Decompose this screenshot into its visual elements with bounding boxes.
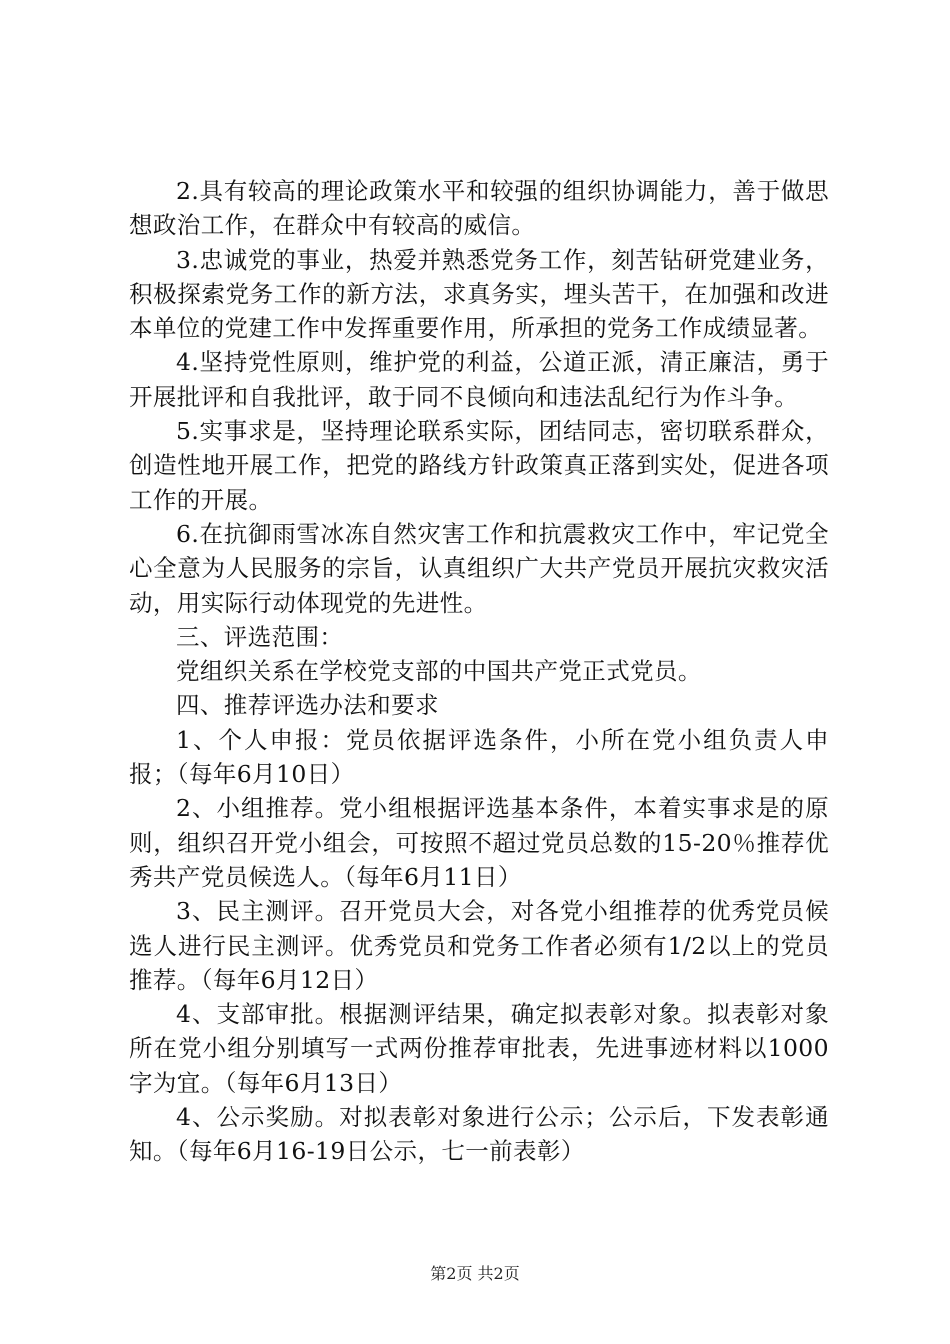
criterion-6-paragraph: 6.在抗御雨雪冰冻自然灾害工作和抗震救灾工作中，牢记党全心全意为人民服务的宗旨，认真组织广大共产党员开展抗灾救灾活动，用实际行动体现党的先进性。 xyxy=(129,519,829,617)
criterion-2-paragraph: 2.具有较高的理论政策水平和较强的组织协调能力，善于做思想政治工作，在群众中有较高的威信。 xyxy=(129,177,829,240)
scope-paragraph: 党组织关系在学校党支部的中国共产党正式党员。 xyxy=(176,657,702,686)
method-step-3-paragraph: 3、民主测评。召开党员大会，对各党小组推荐的优秀党员候选人进行民主测评。优秀党员和党务工作者必须有1/2以上的党员推荐。（每年6月12日） xyxy=(129,897,829,994)
criterion-4-paragraph: 4.坚持党性原则，维护党的利益，公道正派，清正廉洁，勇于开展批评和自我批评，敢于同不良倾向和违法乱纪行为作斗争。 xyxy=(129,348,829,411)
section-heading-methods: 四、推荐评选办法和要求 xyxy=(176,691,439,720)
criterion-5-paragraph: 5.实事求是，坚持理论联系实际，团结同志，密切联系群众，创造性地开展工作，把党的路线方针政策真正落到实处，促进各项工作的开展。 xyxy=(129,417,829,514)
document-body xyxy=(129,174,829,1169)
method-step-5-paragraph: 4、公示奖励。对拟表彰对象进行公示；公示后，下发表彰通知。（每年6月16-19日公示，七一前表彰） xyxy=(129,1103,829,1166)
method-step-1-paragraph: 1、个人申报：党员依据评选条件，小所在党小组负责人申报；（每年6月10日） xyxy=(129,725,829,789)
criterion-3-paragraph: 3.忠诚党的事业，热爱并熟悉党务工作，刻苦钻研党建业务，积极探索党务工作的新方法，求真务实，埋头苦干，在加强和改进本单位的党建工作中发挥重要作用，所承担的党务工作成绩显著。 xyxy=(129,245,829,343)
section-heading-scope: 三、评选范围： xyxy=(176,622,344,651)
page-number-footer: 第2页 共2页 xyxy=(430,1264,520,1283)
method-step-4-paragraph: 4、支部审批。根据测评结果，确定拟表彰对象。拟表彰对象所在党小组分别填写一式两份推荐审批表，先进事迹材料以1000字为宜。（每年6月13日） xyxy=(129,1000,829,1097)
method-step-2-paragraph: 2、小组推荐。党小组根据评选基本条件，本着实事求是的原则，组织召开党小组会，可按照不超过党员总数的15-20％推荐优秀共产党员候选人。（每年6月11日） xyxy=(129,794,829,891)
